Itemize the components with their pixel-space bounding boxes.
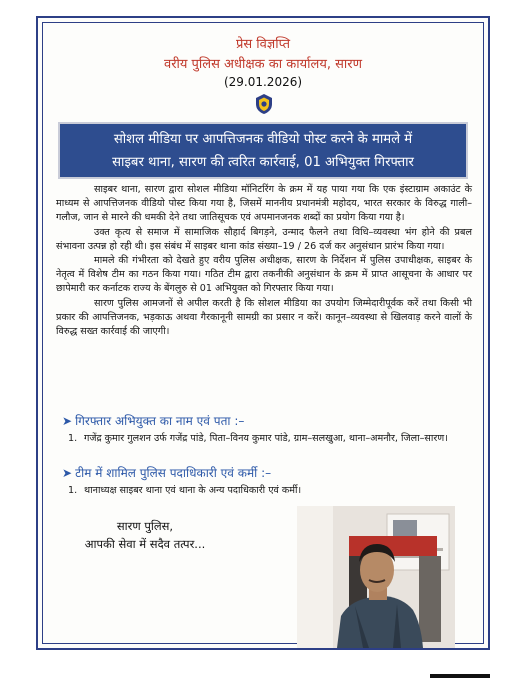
list-item (68, 484, 458, 498)
arrow-right-icon: ➤ (62, 466, 73, 480)
item-number: 1. (68, 433, 78, 444)
headline-banner (58, 122, 468, 179)
office-name: वरीय पुलिस अधीक्षक का कार्यालय, सारण (163, 57, 363, 72)
signature-line-1: सारण पुलिस, (116, 519, 174, 533)
paragraph-2: उक्त कृत्य से समाज में सामाजिक सौहार्द बिगड़ने, उन्माद फैलने तथा विधि–व्यवस्था भंग होने की प्रबल संभावना उत्पन्न हो रही थी। इस संबंध में साइबर थाना कांड संख्या–19 / 26 दर्ज कर अनुसंधान प्रारंभ किया गया। (56, 226, 472, 252)
release-body (56, 183, 472, 339)
arrow-right-icon: ➤ (62, 414, 73, 428)
press-release-title: प्रेस विज्ञप्ति (235, 37, 291, 52)
team-heading-text: टीम में शामिल पुलिस पदाधिकारी एवं कर्मी :– (75, 466, 272, 480)
team-section-heading (62, 464, 271, 481)
item-text: गजेंद्र कुमार गुलशन उर्फ गजेंद्र पांडे, पिता–विनय कुमार पांडे, ग्राम–सलखुआ, थाना–अमनौर, जिला–सारण। (84, 433, 448, 444)
bottom-rule (430, 674, 490, 678)
paragraph-1: साइबर थाना, सारण द्वारा सोशल मीडिया मॉनिटरिंग के क्रम में यह पाया गया कि एक इंस्टाग्राम अकाउंट के माध्यम से आपत्तिजनक वीडियो पोस्ट किया गया है, जिसमें माननीय प्रधानमंत्री महोदय, भारत सरकार के विरुद्ध गाली–गलौज, जान से मारने की धमकी देने तथा जातिसूचक एवं अपमानजनक शब्दों का प्रयोग किया गया है। (56, 184, 472, 224)
signature-line-2: आपकी सेवा में सदैव तत्पर... (84, 537, 206, 551)
item-number: 1. (68, 485, 78, 496)
headline-line-1: सोशल मीडिया पर आपत्तिजनक वीडियो पोस्ट करने के मामले में (113, 132, 413, 147)
arrested-section-heading (62, 412, 244, 429)
headline-line-2: साइबर थाना, सारण की त्वरित कार्रवाई, 01 अभियुक्त गिरफ्तार (112, 155, 414, 170)
arrested-heading-text: गिरफ्तार अभियुक्त का नाम एवं पता :– (75, 414, 245, 428)
paragraph-4: सारण पुलिस आमजनों से अपील करती है कि सोशल मीडिया का उपयोग जिम्मेदारीपूर्वक करें तथा किसी भी प्रकार की आपत्तिजनक, भड़काऊ अथवा गैरकानूनी सामग्री का प्रसार न करें। कानून–व्यवस्था से खिलवाड़ करने वालों के विरुद्ध सख्त कार्रवाई की जाएगी। (56, 297, 472, 338)
list-item (68, 432, 458, 446)
paragraph-3: मामले की गंभीरता को देखते हुए वरीय पुलिस अधीक्षक, सारण के निर्देशन में पुलिस उपाधीक्षक, साइबर के नेतृत्व में विशेष टीम का गठन किया गया। गठित टीम द्वारा तकनीकी अनुसंधान के क्रम में प्राप्त आसूचना के आधार पर छापेमारी कर कर्नाटक राज्य के बेंगलुरु से 01 अभियुक्त को गिरफ्तार किया गया। (56, 255, 472, 295)
accused-photo (297, 506, 455, 648)
bihar-police-emblem-icon (254, 93, 274, 115)
item-text: थानाध्यक्ष साइबर थाना एवं थाना के अन्य पदाधिकारी एवं कर्मी। (84, 485, 302, 496)
release-date: (29.01.2026) (223, 75, 303, 89)
